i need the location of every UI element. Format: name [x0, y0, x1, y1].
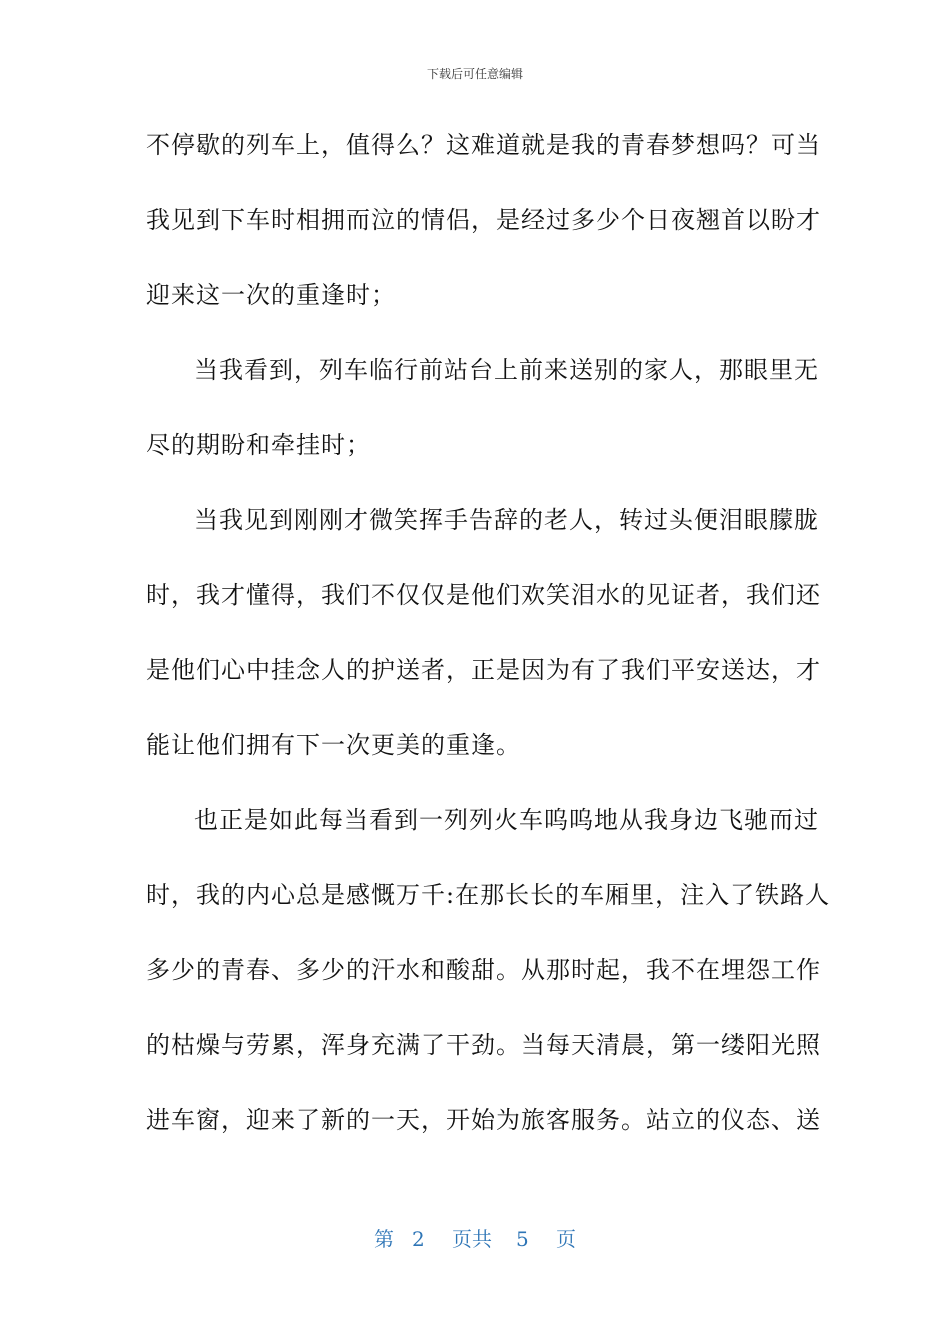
paragraph-line: 当我见到刚刚才微笑挥手告辞的老人，转过头便泪眼朦胧 [194, 506, 819, 534]
page-label-prefix: 第 [374, 1227, 394, 1251]
paragraph-line: 时，我才懂得，我们不仅仅是他们欢笑泪水的见证者，我们还 [146, 581, 821, 609]
paragraph-line: 多少的青春、多少的汗水和酸甜。从那时起，我不在埋怨工作 [146, 956, 821, 984]
paragraph-line: 时，我的内心总是感慨万千:在那长长的车厢里，注入了铁路人 [146, 881, 831, 909]
page-label-mid: 页共 [452, 1227, 492, 1251]
total-pages: 5 [516, 1227, 529, 1251]
paragraph-line: 也正是如此每当看到一列列火车呜呜地从我身边飞驰而过 [194, 806, 819, 834]
page-label-suffix: 页 [556, 1227, 576, 1251]
page-header: 下载后可任意编辑 [426, 67, 523, 81]
paragraph-line: 的枯燥与劳累，浑身充满了干劲。当每天清晨，第一缕阳光照 [146, 1031, 821, 1059]
page-number: 2 [412, 1227, 425, 1251]
paragraph-line: 进车窗，迎来了新的一天，开始为旅客服务。站立的仪态、送 [146, 1106, 821, 1134]
paragraph-line: 当我看到，列车临行前站台上前来送别的家人，那眼里无 [194, 356, 819, 384]
paragraph-line: 我见到下车时相拥而泣的情侣，是经过多少个日夜翘首以盼才 [146, 206, 821, 234]
paragraph-line: 是他们心中挂念人的护送者，正是因为有了我们平安送达，才 [146, 656, 821, 684]
paragraph-line: 迎来这一次的重逢时； [146, 281, 396, 309]
paragraph-line: 尽的期盼和牵挂时； [146, 431, 371, 459]
paragraph-line: 能让他们拥有下一次更美的重逢。 [146, 731, 521, 759]
page-footer [0, 1224, 950, 1254]
paragraph-line: 不停歇的列车上，值得么？这难道就是我的青春梦想吗？可当 [146, 131, 821, 159]
